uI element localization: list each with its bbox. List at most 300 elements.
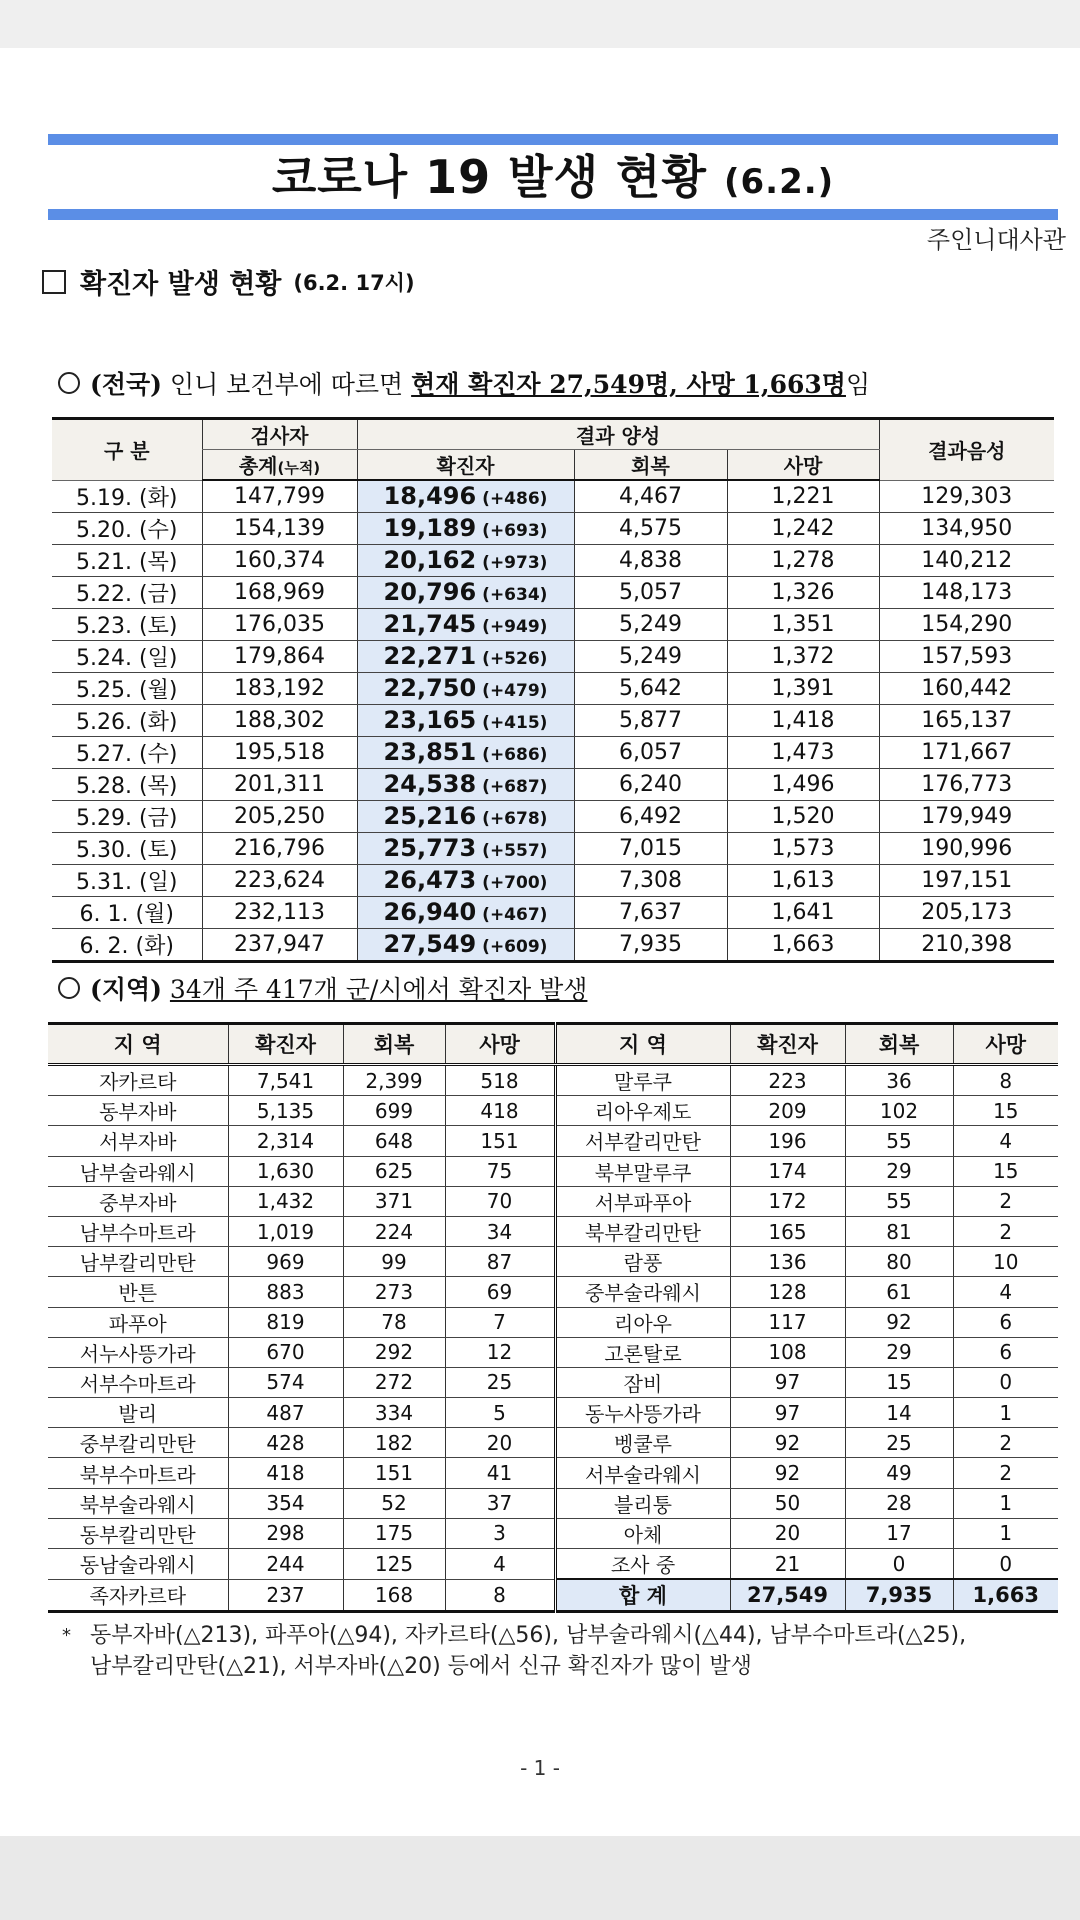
cell-date: 6. 1. (월) — [52, 896, 202, 928]
cell-recovered-left: 699 — [343, 1096, 445, 1126]
confirmed-delta: (+557) — [482, 841, 548, 862]
cell-recovered-right: 36 — [845, 1065, 953, 1096]
cell-confirmed — [357, 768, 574, 800]
cell-region-left: 중부자바 — [48, 1186, 228, 1216]
cell-tested: 195,518 — [202, 736, 357, 768]
table-row — [48, 1126, 1058, 1156]
cell-negative: 148,173 — [879, 576, 1054, 608]
cell-region-left: 서누사뜽가라 — [48, 1337, 228, 1367]
cell-recovered-right: 0 — [845, 1549, 953, 1580]
header-date: 구 분 — [52, 419, 202, 481]
circle-bullet-icon — [58, 372, 80, 394]
table-row — [48, 1247, 1058, 1277]
cell-recovered: 5,057 — [574, 576, 727, 608]
cell-region-right: 벵쿨루 — [555, 1428, 730, 1458]
cell-region-right: 블리퉁 — [555, 1488, 730, 1518]
cell-recovered-right: 29 — [845, 1156, 953, 1186]
cell-confirmed-left: 574 — [228, 1367, 343, 1397]
cell-region-left: 파푸아 — [48, 1307, 228, 1337]
cell-recovered-left: 168 — [343, 1579, 445, 1612]
cell-confirmed-right: 92 — [730, 1458, 845, 1488]
total-recovered: 7,935 — [845, 1579, 953, 1612]
cell-recovered: 5,249 — [574, 640, 727, 672]
table-row — [48, 1428, 1058, 1458]
table-row — [52, 800, 1054, 832]
cell-deaths: 1,473 — [727, 736, 879, 768]
cell-deaths-right: 15 — [953, 1156, 1058, 1186]
table-row — [48, 1458, 1058, 1488]
cell-deaths: 1,326 — [727, 576, 879, 608]
cell-confirmed-left: 819 — [228, 1307, 343, 1337]
cell-tested: 232,113 — [202, 896, 357, 928]
cell-confirmed — [357, 480, 574, 512]
header-deaths-left: 사망 — [445, 1024, 555, 1065]
national-lead: 인니 보건부에 따르면 — [169, 370, 404, 399]
cell-deaths-right: 1 — [953, 1488, 1058, 1518]
footnote-star: * — [62, 1625, 71, 1646]
confirmed-delta: (+526) — [482, 649, 548, 670]
cell-deaths: 1,278 — [727, 544, 879, 576]
cell-region-right: 말루쿠 — [555, 1065, 730, 1096]
cell-recovered-right: 81 — [845, 1216, 953, 1246]
cell-confirmed-right: 50 — [730, 1488, 845, 1518]
cell-recovered: 5,249 — [574, 608, 727, 640]
cell-confirmed — [357, 928, 574, 961]
confirmed-value: 25,216 — [383, 802, 477, 831]
cell-deaths-left: 3 — [445, 1518, 555, 1548]
confirmed-delta: (+973) — [482, 553, 548, 574]
cell-recovered-right: 49 — [845, 1458, 953, 1488]
confirmed-value: 23,851 — [383, 738, 477, 767]
national-tail: 임 — [845, 370, 871, 399]
cell-negative: 134,950 — [879, 512, 1054, 544]
cell-negative: 179,949 — [879, 800, 1054, 832]
cell-tested: 183,192 — [202, 672, 357, 704]
confirmed-value: 26,473 — [383, 866, 477, 895]
cell-confirmed-left: 883 — [228, 1277, 343, 1307]
confirmed-value: 23,165 — [383, 706, 477, 735]
cell-deaths-left: 418 — [445, 1096, 555, 1126]
confirmed-value: 18,496 — [383, 482, 477, 511]
cell-recovered: 7,308 — [574, 864, 727, 896]
cell-deaths: 1,418 — [727, 704, 879, 736]
cell-recovered-right: 55 — [845, 1186, 953, 1216]
cell-tested: 188,302 — [202, 704, 357, 736]
cell-region-left: 반튼 — [48, 1277, 228, 1307]
cell-recovered-left: 625 — [343, 1156, 445, 1186]
header-deaths: 사망 — [727, 450, 879, 481]
total-deaths: 1,663 — [953, 1579, 1058, 1612]
cell-negative: 171,667 — [879, 736, 1054, 768]
cell-confirmed-right: 108 — [730, 1337, 845, 1367]
cell-confirmed-right: 97 — [730, 1367, 845, 1397]
cell-deaths-right: 6 — [953, 1337, 1058, 1367]
cell-region-left: 동부자바 — [48, 1096, 228, 1126]
cell-deaths-right: 8 — [953, 1065, 1058, 1096]
table-row — [52, 928, 1054, 961]
cell-date: 5.31. (일) — [52, 864, 202, 896]
viewer-bottom-bar — [0, 1836, 1080, 1920]
confirmed-value: 22,271 — [383, 642, 477, 671]
confirmed-delta: (+693) — [482, 521, 548, 542]
cell-region-right: 서부칼리만탄 — [555, 1126, 730, 1156]
table-row — [48, 1307, 1058, 1337]
cell-date: 5.28. (목) — [52, 768, 202, 800]
title-band-top — [48, 134, 1058, 145]
cell-recovered: 7,015 — [574, 832, 727, 864]
confirmed-delta: (+687) — [482, 777, 548, 798]
cell-tested: 147,799 — [202, 480, 357, 512]
circle-bullet-icon — [58, 977, 80, 999]
cell-recovered-left: 52 — [343, 1488, 445, 1518]
cell-region-left: 동부칼리만탄 — [48, 1518, 228, 1548]
cell-region-left: 북부술라웨시 — [48, 1488, 228, 1518]
cell-deaths-left: 12 — [445, 1337, 555, 1367]
cell-deaths: 1,641 — [727, 896, 879, 928]
cell-deaths-right: 6 — [953, 1307, 1058, 1337]
cell-date: 5.30. (토) — [52, 832, 202, 864]
cell-recovered-left: 273 — [343, 1277, 445, 1307]
total-confirmed: 27,549 — [730, 1579, 845, 1612]
cell-recovered-right: 61 — [845, 1277, 953, 1307]
cell-deaths-right: 1 — [953, 1518, 1058, 1548]
cell-confirmed-left: 354 — [228, 1488, 343, 1518]
cell-deaths-left: 37 — [445, 1488, 555, 1518]
cell-confirmed — [357, 800, 574, 832]
header-recovered: 회복 — [574, 450, 727, 481]
table-row — [48, 1488, 1058, 1518]
cell-deaths-right: 2 — [953, 1186, 1058, 1216]
table-row — [52, 896, 1054, 928]
cell-deaths-left: 25 — [445, 1367, 555, 1397]
cell-recovered: 4,467 — [574, 480, 727, 512]
cell-date: 5.22. (금) — [52, 576, 202, 608]
cell-recovered: 6,240 — [574, 768, 727, 800]
confirmed-delta: (+479) — [482, 681, 548, 702]
cell-negative: 154,290 — [879, 608, 1054, 640]
section-heading-time: (6.2. 17시) — [293, 270, 415, 295]
cell-recovered-right: 92 — [845, 1307, 953, 1337]
confirmed-delta: (+634) — [482, 585, 548, 606]
cell-recovered-right: 80 — [845, 1247, 953, 1277]
cell-tested: 201,311 — [202, 768, 357, 800]
cell-recovered-right: 29 — [845, 1337, 953, 1367]
cell-tested: 223,624 — [202, 864, 357, 896]
confirmed-value: 19,189 — [383, 514, 477, 543]
cell-region-left: 동남술라웨시 — [48, 1549, 228, 1580]
table-row — [48, 1549, 1058, 1580]
section-heading-text: 확진자 발생 현황 — [80, 269, 282, 300]
organization-label: 주인니대사관 — [926, 226, 1066, 254]
header-negative: 결과음성 — [879, 419, 1054, 481]
title-date: (6.2.) — [723, 162, 835, 202]
table-row — [48, 1156, 1058, 1186]
cell-date: 5.23. (토) — [52, 608, 202, 640]
cell-confirmed — [357, 832, 574, 864]
table-row — [52, 512, 1054, 544]
cell-region-right: 북부칼리만탄 — [555, 1216, 730, 1246]
cell-recovered-left: 125 — [343, 1549, 445, 1580]
header-confirmed: 확진자 — [357, 450, 574, 481]
confirmed-delta: (+609) — [482, 937, 548, 958]
header-tested-total-label: 총계 — [238, 454, 278, 478]
cell-negative: 197,151 — [879, 864, 1054, 896]
confirmed-delta: (+700) — [482, 873, 548, 894]
document-title — [48, 146, 1058, 208]
cell-confirmed-right: 174 — [730, 1156, 845, 1186]
viewer-top-bar — [0, 0, 1080, 49]
cell-confirmed-left: 969 — [228, 1247, 343, 1277]
confirmed-delta: (+415) — [482, 713, 548, 734]
footnote-line-1: 동부자바(△213), 파푸아(△94), 자카르타(△56), 남부술라웨시(△44), 남부수마트라(△25), — [90, 1623, 967, 1648]
cell-deaths-right: 0 — [953, 1367, 1058, 1397]
confirmed-delta: (+686) — [482, 745, 548, 766]
cell-recovered: 4,575 — [574, 512, 727, 544]
cell-negative: 205,173 — [879, 896, 1054, 928]
cell-confirmed-left: 237 — [228, 1579, 343, 1612]
cell-confirmed-right: 92 — [730, 1428, 845, 1458]
cell-deaths-left: 8 — [445, 1579, 555, 1612]
cell-recovered: 7,935 — [574, 928, 727, 961]
cell-deaths-left: 69 — [445, 1277, 555, 1307]
cell-region-right: 북부말루쿠 — [555, 1156, 730, 1186]
cell-region-left: 자카르타 — [48, 1065, 228, 1096]
cell-negative: 210,398 — [879, 928, 1054, 961]
cell-region-right: 람풍 — [555, 1247, 730, 1277]
table-row — [48, 1518, 1058, 1548]
cell-confirmed-right: 97 — [730, 1398, 845, 1428]
cell-negative: 176,773 — [879, 768, 1054, 800]
cell-recovered-left: 334 — [343, 1398, 445, 1428]
confirmed-value: 20,796 — [383, 578, 477, 607]
cell-date: 5.20. (수) — [52, 512, 202, 544]
cell-date: 6. 2. (화) — [52, 928, 202, 961]
confirmed-value: 27,549 — [383, 930, 477, 959]
table-row — [48, 1186, 1058, 1216]
header-tested: 검사자 — [202, 419, 357, 450]
cell-confirmed-right: 172 — [730, 1186, 845, 1216]
cell-date: 5.21. (목) — [52, 544, 202, 576]
cell-deaths-left: 87 — [445, 1247, 555, 1277]
confirmed-value: 25,773 — [383, 834, 477, 863]
cell-date: 5.27. (수) — [52, 736, 202, 768]
table-row — [52, 480, 1054, 512]
cell-tested: 179,864 — [202, 640, 357, 672]
cell-confirmed — [357, 672, 574, 704]
cell-confirmed — [357, 704, 574, 736]
cell-deaths: 1,351 — [727, 608, 879, 640]
square-bullet-icon — [42, 270, 66, 294]
header-recovered-right: 회복 — [845, 1024, 953, 1065]
cell-date: 5.19. (화) — [52, 480, 202, 512]
table-row — [52, 832, 1054, 864]
title-main: 코로나 19 발생 현황 — [271, 150, 707, 204]
cell-tested: 205,250 — [202, 800, 357, 832]
header-region-left: 지 역 — [48, 1024, 228, 1065]
cell-deaths: 1,496 — [727, 768, 879, 800]
cell-confirmed-left: 244 — [228, 1549, 343, 1580]
cell-confirmed-left: 2,314 — [228, 1126, 343, 1156]
cell-tested: 154,139 — [202, 512, 357, 544]
cell-recovered-right: 15 — [845, 1367, 953, 1397]
cell-confirmed-left: 5,135 — [228, 1096, 343, 1126]
cell-recovered-left: 99 — [343, 1247, 445, 1277]
table-row — [52, 608, 1054, 640]
table-row — [48, 1065, 1058, 1096]
cell-recovered-left: 292 — [343, 1337, 445, 1367]
cell-region-right: 서부술라웨시 — [555, 1458, 730, 1488]
cell-deaths-left: 41 — [445, 1458, 555, 1488]
cell-confirmed — [357, 576, 574, 608]
footnote — [62, 1620, 1062, 1682]
national-tag: (전국) — [90, 370, 162, 399]
cell-deaths-right: 4 — [953, 1277, 1058, 1307]
cell-deaths: 1,520 — [727, 800, 879, 832]
cell-confirmed — [357, 608, 574, 640]
cell-recovered-left: 175 — [343, 1518, 445, 1548]
national-summary-line — [58, 365, 870, 401]
confirmed-delta: (+486) — [482, 489, 548, 510]
cell-deaths-right: 1 — [953, 1398, 1058, 1428]
header-confirmed-left: 확진자 — [228, 1024, 343, 1065]
table-row — [52, 736, 1054, 768]
cell-deaths: 1,613 — [727, 864, 879, 896]
cell-deaths-right: 2 — [953, 1216, 1058, 1246]
cell-confirmed-left: 418 — [228, 1458, 343, 1488]
cell-tested: 168,969 — [202, 576, 357, 608]
cell-negative: 165,137 — [879, 704, 1054, 736]
cell-confirmed-right: 196 — [730, 1126, 845, 1156]
cell-region-right: 중부술라웨시 — [555, 1277, 730, 1307]
page-number: - 1 - — [520, 1756, 560, 1780]
cell-recovered-right: 14 — [845, 1398, 953, 1428]
cell-region-left: 남부술라웨시 — [48, 1156, 228, 1186]
cell-tested: 237,947 — [202, 928, 357, 961]
cell-confirmed-left: 7,541 — [228, 1065, 343, 1096]
cell-recovered: 6,492 — [574, 800, 727, 832]
cell-confirmed-right: 209 — [730, 1096, 845, 1126]
footnote-line-2: 남부칼리만탄(△21), 서부자바(△20) 등에서 신규 확진자가 많이 발생 — [90, 1654, 752, 1679]
cell-confirmed-left: 487 — [228, 1398, 343, 1428]
cell-deaths-right: 2 — [953, 1458, 1058, 1488]
confirmed-value: 21,745 — [383, 610, 477, 639]
cell-confirmed-left: 298 — [228, 1518, 343, 1548]
cell-recovered-right: 102 — [845, 1096, 953, 1126]
table-row — [52, 704, 1054, 736]
cell-deaths: 1,221 — [727, 480, 879, 512]
cell-deaths: 1,242 — [727, 512, 879, 544]
table-row — [52, 544, 1054, 576]
table-row-total — [48, 1579, 1058, 1612]
cell-negative: 160,442 — [879, 672, 1054, 704]
cell-region-right: 고론탈로 — [555, 1337, 730, 1367]
header-tested-unit: (누적) — [277, 459, 321, 477]
national-table — [52, 417, 1054, 963]
cell-deaths-left: 518 — [445, 1065, 555, 1096]
cell-confirmed — [357, 512, 574, 544]
table-row — [52, 576, 1054, 608]
cell-recovered: 6,057 — [574, 736, 727, 768]
cell-deaths-left: 34 — [445, 1216, 555, 1246]
cell-region-left: 북부수마트라 — [48, 1458, 228, 1488]
cell-negative: 129,303 — [879, 480, 1054, 512]
national-highlight: 현재 확진자 27,549명, 사망 1,663명 — [411, 370, 846, 399]
table-row — [52, 672, 1054, 704]
cell-deaths-left: 75 — [445, 1156, 555, 1186]
cell-deaths-right: 4 — [953, 1126, 1058, 1156]
confirmed-value: 26,940 — [383, 898, 477, 927]
cell-deaths: 1,663 — [727, 928, 879, 961]
cell-region-right: 리아우제도 — [555, 1096, 730, 1126]
cell-deaths-left: 20 — [445, 1428, 555, 1458]
cell-region-right: 동누사뜽가라 — [555, 1398, 730, 1428]
cell-date: 5.26. (화) — [52, 704, 202, 736]
cell-recovered-left: 151 — [343, 1458, 445, 1488]
cell-confirmed — [357, 736, 574, 768]
cell-confirmed-right: 223 — [730, 1065, 845, 1096]
header-confirmed-right: 확진자 — [730, 1024, 845, 1065]
cell-deaths-right: 15 — [953, 1096, 1058, 1126]
regional-tag: (지역) — [90, 975, 162, 1004]
cell-confirmed-left: 1,432 — [228, 1186, 343, 1216]
cell-date: 5.24. (일) — [52, 640, 202, 672]
cell-recovered-left: 272 — [343, 1367, 445, 1397]
section-heading — [42, 262, 415, 301]
cell-confirmed — [357, 544, 574, 576]
cell-region-left: 중부칼리만탄 — [48, 1428, 228, 1458]
cell-deaths: 1,372 — [727, 640, 879, 672]
confirmed-delta: (+678) — [482, 809, 548, 830]
cell-recovered-left: 182 — [343, 1428, 445, 1458]
cell-region-left: 남부칼리만탄 — [48, 1247, 228, 1277]
cell-recovered-left: 224 — [343, 1216, 445, 1246]
cell-negative: 190,996 — [879, 832, 1054, 864]
title-band-bottom — [48, 209, 1058, 220]
header-region-right: 지 역 — [555, 1024, 730, 1065]
cell-recovered-left: 2,399 — [343, 1065, 445, 1096]
cell-tested: 216,796 — [202, 832, 357, 864]
cell-deaths-left: 7 — [445, 1307, 555, 1337]
cell-date: 5.25. (월) — [52, 672, 202, 704]
cell-region-right: 서부파푸아 — [555, 1186, 730, 1216]
cell-deaths-right: 0 — [953, 1549, 1058, 1580]
cell-recovered-left: 371 — [343, 1186, 445, 1216]
table-row — [52, 768, 1054, 800]
cell-recovered-left: 78 — [343, 1307, 445, 1337]
cell-recovered-right: 55 — [845, 1126, 953, 1156]
total-label: 합 계 — [555, 1579, 730, 1612]
cell-confirmed-left: 670 — [228, 1337, 343, 1367]
cell-recovered-right: 25 — [845, 1428, 953, 1458]
cell-deaths-left: 70 — [445, 1186, 555, 1216]
header-tested-total — [202, 450, 357, 481]
cell-confirmed-right: 136 — [730, 1247, 845, 1277]
cell-region-right: 리아우 — [555, 1307, 730, 1337]
cell-recovered: 7,637 — [574, 896, 727, 928]
cell-negative: 140,212 — [879, 544, 1054, 576]
cell-region-right: 잠비 — [555, 1367, 730, 1397]
cell-confirmed-left: 1,630 — [228, 1156, 343, 1186]
cell-deaths-left: 151 — [445, 1126, 555, 1156]
cell-confirmed-right: 21 — [730, 1549, 845, 1580]
cell-region-right: 조사 중 — [555, 1549, 730, 1580]
table-row — [52, 864, 1054, 896]
table-row — [48, 1216, 1058, 1246]
confirmed-value: 20,162 — [383, 546, 477, 575]
cell-region-left: 남부수마트라 — [48, 1216, 228, 1246]
table-row — [48, 1398, 1058, 1428]
cell-region-right: 아체 — [555, 1518, 730, 1548]
